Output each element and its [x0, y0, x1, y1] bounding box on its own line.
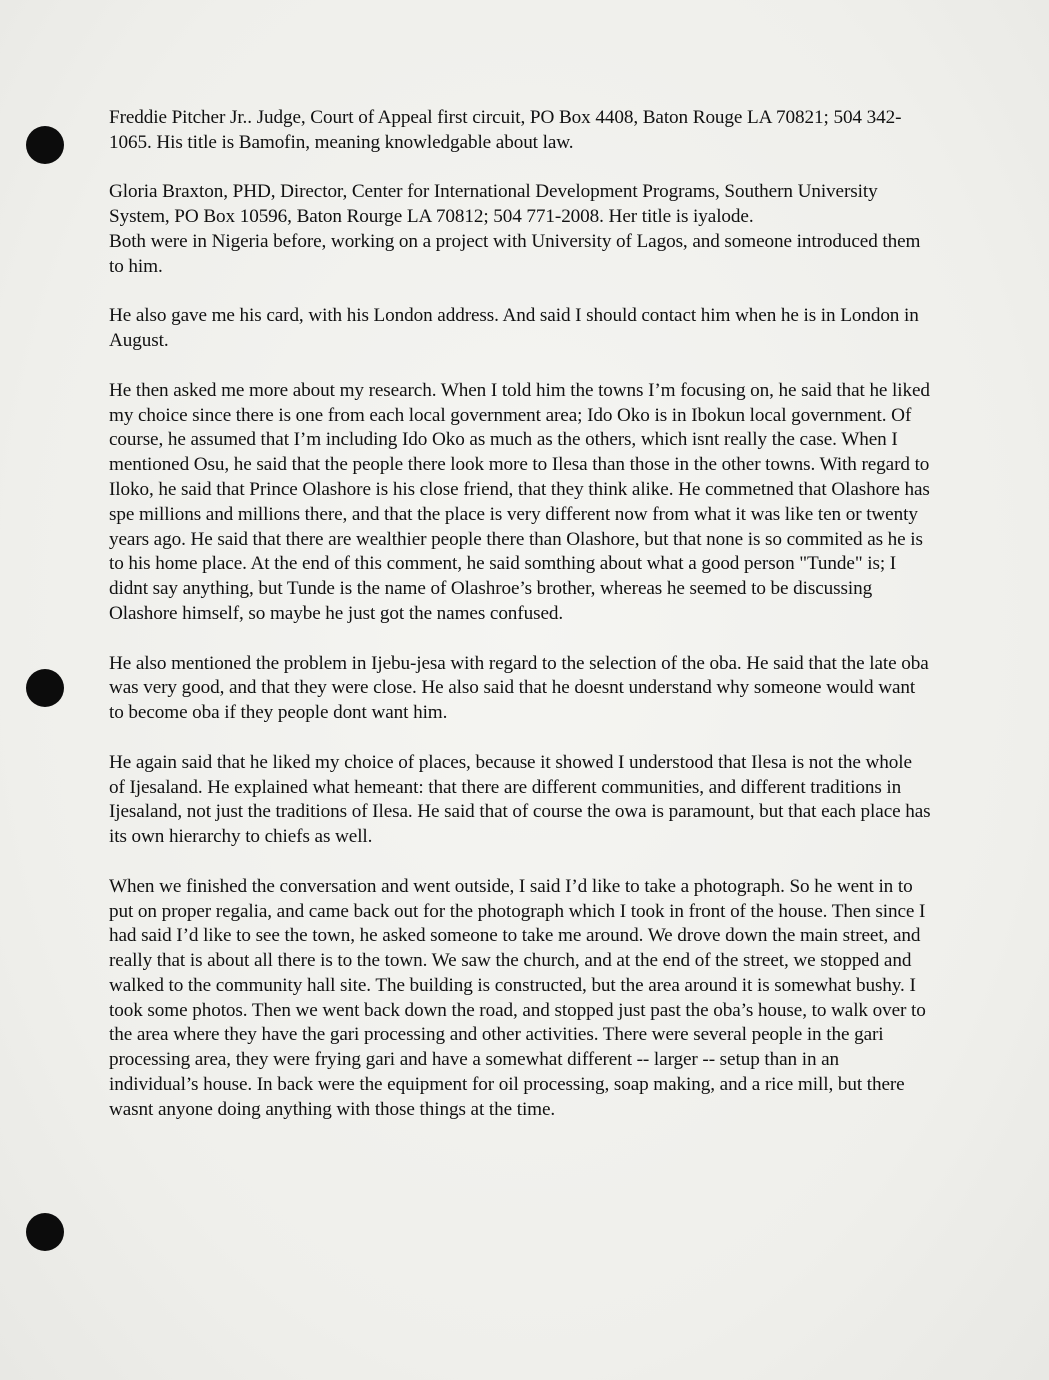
paragraph-contact-braxton: Gloria Braxton, PHD, Director, Center for International Development Programs, Southern University System, PO Box 10596, Baton Rourge LA 70812; 504 771-2008. Her title is iyalode. — [109, 181, 878, 228]
paragraph-ijebu-jesa-oba: He also mentioned the problem in Ijebu-jesa with regard to the selection of the oba. He said that the late oba was very good, and that they were close. He also said that he doesnt understand why someone would want to become oba if they people dont want him. — [109, 652, 929, 724]
typed-notes-body — [109, 106, 931, 1123]
binder-hole-middle — [26, 669, 64, 707]
paragraph-ijesaland-places: He again said that he liked my choice of places, because it showed I understood that Ilesa is not the whole of Ijesaland. He explained what hemeant: that there are different communities, and different traditions in Ijesaland, not just the traditions of Ilesa. He said that of course the owa is paramount, but that each place has its own hierarchy to chiefs as well. — [109, 751, 931, 848]
paragraph-nigeria-project: Both were in Nigeria before, working on a project with University of Lagos, and someone introduced them to him. — [109, 230, 921, 277]
paragraph-research-discussion: He then asked me more about my research. When I told him the towns I’m focusing on, he said that he liked my choice since there is one from each local government area; Ido Oko is in Ibokun local government. Of course, he assumed that I’m including Ido Oko as much as the others, which isnt really the case. When I mentioned Osu, he said that the people there look more to Ilesa than those in the other towns. With regard to Iloko, he said that Prince Olashore is his close friend, that they think alike. He commetned that Olashore has spe millions and millions there, and that the place is very different now from what it was like ten or twenty years ago. He said that there are wealthier people there than Olashore, but that none is so commited as he is to his home place. At the end of this comment, he said somthing about what a good person "Tunde" is; I didnt say anything, but Tunde is the name of Olashroe’s brother, whereas he seemed to be discussing Olashore himself, so maybe he just got the names confused. — [109, 379, 930, 624]
paragraph-london-card: He also gave me his card, with his London address. And said I should contact him when he is in London in August. — [109, 305, 919, 352]
paragraph-town-visit: When we finished the conversation and went outside, I said I’d like to take a photograph. So he went in to put on proper regalia, and came back out for the photograph which I took in front of the house. Then since I had said I’d like to see the town, he asked someone to take me around. We drove down the main street, and really that is about all there is to the town. We saw the church, and at the end of the street, we stopped and walked to the community hall site. The building is constructed, but the area around it is somewhat bushy. I took some photos. Then we went back down the road, and stopped just past the oba’s house, to walk over to the area where they have the gari processing and other activities. There were several people in the gari processing area, they were frying gari and have a somewhat different -- larger -- setup than in an individual’s house. In back were the equipment for oil processing, soap making, and a rice mill, but there wasnt anyone doing anything with those things at the time. — [109, 875, 926, 1120]
binder-hole-top — [26, 126, 64, 164]
binder-hole-bottom — [26, 1213, 64, 1251]
paragraph-contact-pitcher: Freddie Pitcher Jr.. Judge, Court of Appeal first circuit, PO Box 4408, Baton Rouge LA 70821; 504 342-1065. His title is Bamofin, meaning knowledgable about law. — [109, 107, 902, 153]
